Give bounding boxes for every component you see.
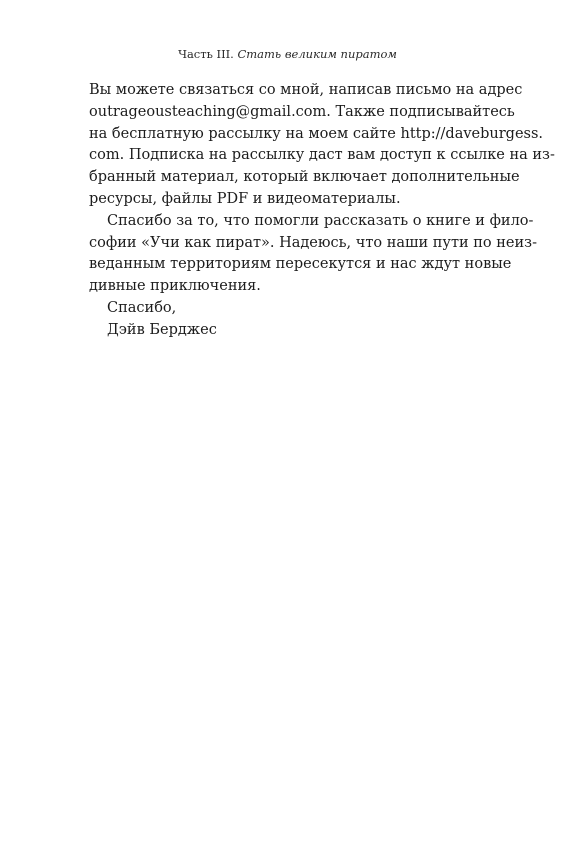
closing-line: Спасибо, [107, 299, 177, 316]
text-line: Вы можете связаться со мной, написав письмо на адрес [89, 82, 523, 98]
text-line: веданным территориям пересекутся и нас ждут новые [89, 256, 512, 273]
running-header [0, 47, 575, 61]
text-line: на бесплатную рассылку на моем сайте http://daveburgess. [89, 125, 544, 142]
text-line: Спасибо за то, что помогли рассказать о книге и фило- [107, 212, 534, 229]
text-line: ресурсы, файлы PDF и видеоматериалы. [89, 190, 401, 207]
text-line: дивные приключения. [89, 278, 261, 295]
text-line: com. Подписка на рассылку даст вам доступ к ссылке на из- [89, 147, 555, 164]
body-text [89, 80, 555, 342]
header-part: Часть III. [178, 47, 234, 61]
signature: Дэйв Берджес [107, 321, 217, 338]
header-chapter-title: Стать великим пиратом [237, 47, 397, 61]
paragraph-contact [89, 80, 555, 211]
text-line: софии «Учи как пират». Надеюсь, что наши пути по неиз- [89, 234, 537, 251]
text-line: бранный материал, который включает дополнительные [89, 169, 520, 186]
text-line: outrageousteaching@gmail.com. Также подписывайтесь [89, 103, 515, 120]
paragraph-thanks [89, 211, 537, 298]
